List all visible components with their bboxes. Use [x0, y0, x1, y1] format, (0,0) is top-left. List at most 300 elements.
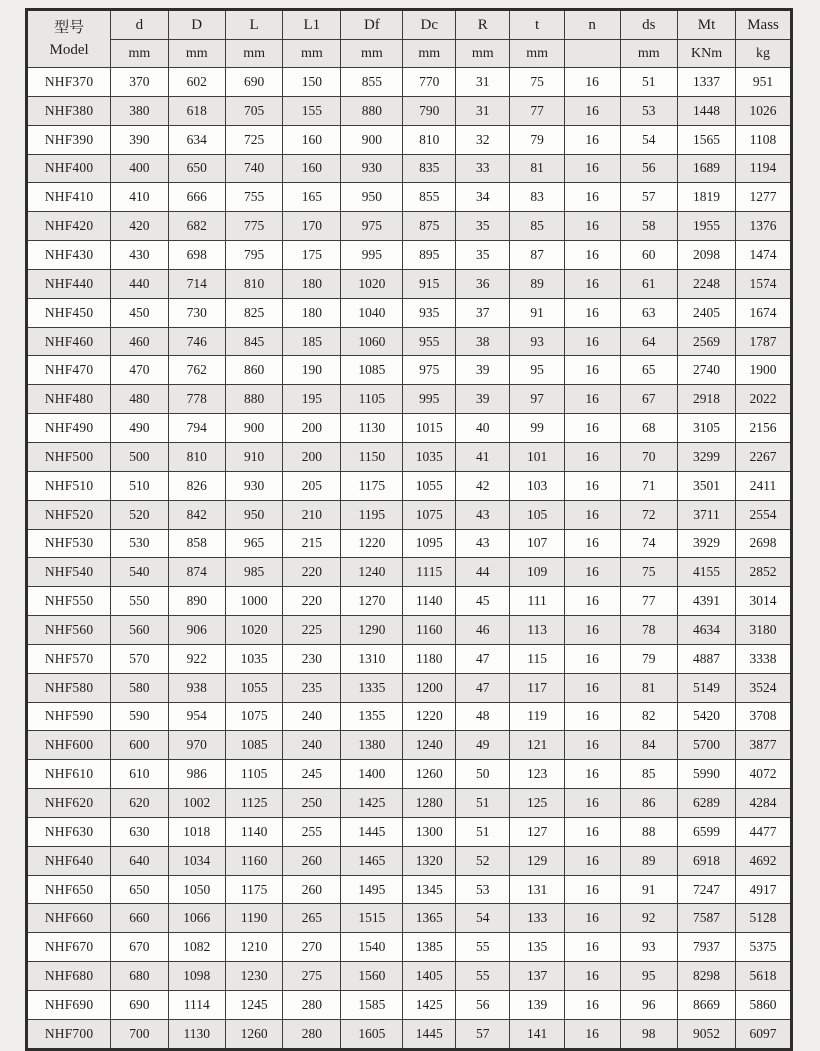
cell-d: 670	[111, 933, 168, 962]
cell-t: 95	[510, 356, 564, 385]
cell-Mt: 7247	[677, 875, 735, 904]
cell-d: 550	[111, 587, 168, 616]
cell-t: 75	[510, 68, 564, 97]
cell-D: 874	[168, 558, 225, 587]
cell-t: 117	[510, 673, 564, 702]
cell-t: 121	[510, 731, 564, 760]
cell-d: 430	[111, 241, 168, 270]
cell-n: 16	[564, 414, 620, 443]
cell-ds: 63	[620, 298, 677, 327]
cell-ds: 82	[620, 702, 677, 731]
cell-Dc: 790	[403, 96, 456, 125]
cell-d: 380	[111, 96, 168, 125]
cell-L: 1175	[225, 875, 282, 904]
cell-L: 690	[225, 68, 282, 97]
cell-Df: 1445	[341, 817, 403, 846]
cell-L1: 180	[283, 269, 341, 298]
cell-R: 57	[456, 1019, 510, 1049]
cell-Mass: 2554	[736, 500, 792, 529]
cell-D: 922	[168, 644, 225, 673]
table-row	[27, 875, 792, 904]
cell-Df: 1495	[341, 875, 403, 904]
cell-Dc: 1300	[403, 817, 456, 846]
cell-Mass: 1900	[736, 356, 792, 385]
cell-Mass: 3014	[736, 587, 792, 616]
cell-D: 730	[168, 298, 225, 327]
cell-ds: 68	[620, 414, 677, 443]
cell-d: 440	[111, 269, 168, 298]
cell-n: 16	[564, 356, 620, 385]
cell-t: 135	[510, 933, 564, 962]
cell-Mt: 2248	[677, 269, 735, 298]
cell-L: 775	[225, 212, 282, 241]
table-row	[27, 241, 792, 270]
cell-D: 970	[168, 731, 225, 760]
cell-d: 480	[111, 385, 168, 414]
cell-D: 1114	[168, 991, 225, 1020]
table-row	[27, 154, 792, 183]
cell-Df: 995	[341, 241, 403, 270]
cell-model: NHF640	[27, 846, 111, 875]
cell-L1: 260	[283, 846, 341, 875]
cell-model: NHF370	[27, 68, 111, 97]
cell-model: NHF380	[27, 96, 111, 125]
cell-t: 113	[510, 616, 564, 645]
cell-n: 16	[564, 933, 620, 962]
cell-Mass: 4692	[736, 846, 792, 875]
cell-Dc: 1425	[403, 991, 456, 1020]
cell-t: 123	[510, 760, 564, 789]
cell-model: NHF700	[27, 1019, 111, 1049]
cell-Dc: 1015	[403, 414, 456, 443]
cell-D: 810	[168, 442, 225, 471]
cell-model: NHF570	[27, 644, 111, 673]
cell-Mass: 1674	[736, 298, 792, 327]
cell-R: 43	[456, 529, 510, 558]
cell-R: 35	[456, 241, 510, 270]
cell-Mt: 7587	[677, 904, 735, 933]
cell-D: 714	[168, 269, 225, 298]
table-row	[27, 68, 792, 97]
cell-ds: 70	[620, 442, 677, 471]
cell-Mt: 1955	[677, 212, 735, 241]
cell-Df: 1335	[341, 673, 403, 702]
cell-n: 16	[564, 644, 620, 673]
cell-R: 56	[456, 991, 510, 1020]
cell-L: 725	[225, 125, 282, 154]
cell-L1: 225	[283, 616, 341, 645]
cell-D: 858	[168, 529, 225, 558]
model-label-zh: 型号	[54, 19, 85, 36]
cell-d: 500	[111, 442, 168, 471]
cell-R: 55	[456, 962, 510, 991]
cell-D: 794	[168, 414, 225, 443]
cell-L: 1085	[225, 731, 282, 760]
cell-Dc: 995	[403, 385, 456, 414]
cell-Mass: 2698	[736, 529, 792, 558]
table-row	[27, 558, 792, 587]
cell-L: 825	[225, 298, 282, 327]
cell-t: 89	[510, 269, 564, 298]
cell-d: 680	[111, 962, 168, 991]
cell-R: 50	[456, 760, 510, 789]
cell-Dc: 1220	[403, 702, 456, 731]
cell-Mt: 8298	[677, 962, 735, 991]
cell-n: 16	[564, 558, 620, 587]
cell-ds: 88	[620, 817, 677, 846]
cell-Mt: 1565	[677, 125, 735, 154]
cell-Mt: 4887	[677, 644, 735, 673]
cell-n: 16	[564, 500, 620, 529]
cell-Df: 855	[341, 68, 403, 97]
table-row	[27, 644, 792, 673]
cell-ds: 77	[620, 587, 677, 616]
cell-Mass: 3180	[736, 616, 792, 645]
cell-ds: 95	[620, 962, 677, 991]
column-header-Mass: Mass	[736, 10, 792, 40]
header-unit-row	[27, 40, 792, 68]
cell-Mass: 2022	[736, 385, 792, 414]
cell-n: 16	[564, 442, 620, 471]
cell-L: 860	[225, 356, 282, 385]
cell-Mass: 5618	[736, 962, 792, 991]
cell-L1: 220	[283, 587, 341, 616]
table-row	[27, 183, 792, 212]
cell-ds: 57	[620, 183, 677, 212]
cell-model: NHF650	[27, 875, 111, 904]
column-unit-n	[564, 40, 620, 68]
cell-L: 1055	[225, 673, 282, 702]
cell-ds: 53	[620, 96, 677, 125]
table-row	[27, 442, 792, 471]
table-row	[27, 1019, 792, 1049]
cell-L: 1230	[225, 962, 282, 991]
cell-L1: 170	[283, 212, 341, 241]
cell-R: 32	[456, 125, 510, 154]
cell-d: 530	[111, 529, 168, 558]
cell-ds: 67	[620, 385, 677, 414]
cell-t: 107	[510, 529, 564, 558]
cell-Df: 1085	[341, 356, 403, 385]
cell-Mt: 4155	[677, 558, 735, 587]
cell-d: 600	[111, 731, 168, 760]
cell-Df: 1465	[341, 846, 403, 875]
cell-Dc: 1365	[403, 904, 456, 933]
table-row	[27, 298, 792, 327]
cell-Mass: 5375	[736, 933, 792, 962]
cell-Mt: 8669	[677, 991, 735, 1020]
cell-model: NHF390	[27, 125, 111, 154]
cell-L: 965	[225, 529, 282, 558]
cell-Mt: 2740	[677, 356, 735, 385]
cell-model: NHF550	[27, 587, 111, 616]
cell-ds: 74	[620, 529, 677, 558]
cell-D: 762	[168, 356, 225, 385]
cell-n: 16	[564, 68, 620, 97]
cell-L1: 265	[283, 904, 341, 933]
cell-Dc: 955	[403, 327, 456, 356]
cell-Dc: 1320	[403, 846, 456, 875]
cell-Mass: 5128	[736, 904, 792, 933]
cell-Mt: 2098	[677, 241, 735, 270]
cell-Mass: 1376	[736, 212, 792, 241]
cell-Mass: 4284	[736, 789, 792, 818]
cell-Mt: 9052	[677, 1019, 735, 1049]
cell-d: 410	[111, 183, 168, 212]
cell-n: 16	[564, 327, 620, 356]
cell-Mass: 4477	[736, 817, 792, 846]
cell-ds: 60	[620, 241, 677, 270]
cell-n: 16	[564, 96, 620, 125]
cell-ds: 98	[620, 1019, 677, 1049]
cell-Mt: 2569	[677, 327, 735, 356]
cell-d: 620	[111, 789, 168, 818]
table-row	[27, 125, 792, 154]
cell-Df: 950	[341, 183, 403, 212]
cell-Df: 1425	[341, 789, 403, 818]
cell-R: 39	[456, 356, 510, 385]
column-header-L: L	[225, 10, 282, 40]
cell-t: 77	[510, 96, 564, 125]
table-row	[27, 471, 792, 500]
cell-D: 650	[168, 154, 225, 183]
cell-model: NHF470	[27, 356, 111, 385]
cell-Mass: 4917	[736, 875, 792, 904]
table-row	[27, 817, 792, 846]
cell-R: 54	[456, 904, 510, 933]
cell-model: NHF580	[27, 673, 111, 702]
table-row	[27, 327, 792, 356]
cell-Mt: 2918	[677, 385, 735, 414]
header-name-row	[27, 10, 792, 40]
table-row	[27, 529, 792, 558]
table-row	[27, 933, 792, 962]
cell-model: NHF460	[27, 327, 111, 356]
cell-Mt: 4391	[677, 587, 735, 616]
cell-Dc: 895	[403, 241, 456, 270]
column-header-Df: Df	[341, 10, 403, 40]
cell-L1: 235	[283, 673, 341, 702]
cell-D: 1082	[168, 933, 225, 962]
cell-ds: 51	[620, 68, 677, 97]
cell-L1: 155	[283, 96, 341, 125]
column-header-ds: ds	[620, 10, 677, 40]
cell-L: 910	[225, 442, 282, 471]
cell-L1: 175	[283, 241, 341, 270]
cell-R: 41	[456, 442, 510, 471]
cell-Mass: 1194	[736, 154, 792, 183]
cell-L: 1125	[225, 789, 282, 818]
cell-n: 16	[564, 817, 620, 846]
cell-ds: 75	[620, 558, 677, 587]
column-header-R: R	[456, 10, 510, 40]
cell-t: 105	[510, 500, 564, 529]
cell-Df: 975	[341, 212, 403, 241]
cell-Dc: 1160	[403, 616, 456, 645]
coupling-spec-table	[25, 8, 793, 1051]
cell-L: 1140	[225, 817, 282, 846]
cell-n: 16	[564, 1019, 620, 1049]
cell-R: 48	[456, 702, 510, 731]
cell-L1: 255	[283, 817, 341, 846]
table-header	[27, 10, 792, 68]
cell-Df: 1060	[341, 327, 403, 356]
cell-t: 91	[510, 298, 564, 327]
cell-t: 81	[510, 154, 564, 183]
cell-D: 698	[168, 241, 225, 270]
cell-d: 510	[111, 471, 168, 500]
cell-model: NHF480	[27, 385, 111, 414]
table-row	[27, 702, 792, 731]
cell-n: 16	[564, 385, 620, 414]
cell-Df: 1355	[341, 702, 403, 731]
cell-t: 139	[510, 991, 564, 1020]
cell-Mass: 2852	[736, 558, 792, 587]
cell-ds: 96	[620, 991, 677, 1020]
cell-L1: 160	[283, 125, 341, 154]
cell-d: 630	[111, 817, 168, 846]
cell-t: 101	[510, 442, 564, 471]
cell-Dc: 875	[403, 212, 456, 241]
cell-L: 930	[225, 471, 282, 500]
table-row	[27, 904, 792, 933]
cell-L1: 230	[283, 644, 341, 673]
cell-n: 16	[564, 702, 620, 731]
cell-d: 590	[111, 702, 168, 731]
cell-Dc: 1345	[403, 875, 456, 904]
cell-L1: 280	[283, 991, 341, 1020]
cell-Mass: 5860	[736, 991, 792, 1020]
cell-Mt: 5700	[677, 731, 735, 760]
cell-R: 35	[456, 212, 510, 241]
model-column-header	[27, 10, 111, 68]
cell-Mt: 5990	[677, 760, 735, 789]
cell-Dc: 1260	[403, 760, 456, 789]
cell-L1: 215	[283, 529, 341, 558]
cell-Mt: 1337	[677, 68, 735, 97]
cell-Dc: 1200	[403, 673, 456, 702]
table-row	[27, 760, 792, 789]
cell-R: 36	[456, 269, 510, 298]
cell-t: 129	[510, 846, 564, 875]
cell-L: 1020	[225, 616, 282, 645]
cell-Dc: 1115	[403, 558, 456, 587]
cell-ds: 61	[620, 269, 677, 298]
table-row	[27, 673, 792, 702]
cell-L: 705	[225, 96, 282, 125]
cell-n: 16	[564, 789, 620, 818]
cell-n: 16	[564, 616, 620, 645]
cell-Df: 1515	[341, 904, 403, 933]
cell-L: 1245	[225, 991, 282, 1020]
cell-ds: 56	[620, 154, 677, 183]
cell-Df: 1560	[341, 962, 403, 991]
cell-t: 133	[510, 904, 564, 933]
cell-Mass: 4072	[736, 760, 792, 789]
cell-L1: 150	[283, 68, 341, 97]
cell-ds: 54	[620, 125, 677, 154]
cell-D: 906	[168, 616, 225, 645]
cell-d: 450	[111, 298, 168, 327]
cell-R: 49	[456, 731, 510, 760]
cell-D: 938	[168, 673, 225, 702]
cell-ds: 64	[620, 327, 677, 356]
cell-Dc: 915	[403, 269, 456, 298]
cell-Mt: 1819	[677, 183, 735, 212]
cell-d: 520	[111, 500, 168, 529]
cell-d: 470	[111, 356, 168, 385]
cell-ds: 91	[620, 875, 677, 904]
cell-L1: 180	[283, 298, 341, 327]
cell-n: 16	[564, 183, 620, 212]
cell-D: 1050	[168, 875, 225, 904]
cell-model: NHF630	[27, 817, 111, 846]
cell-Mass: 1787	[736, 327, 792, 356]
cell-Df: 1540	[341, 933, 403, 962]
cell-n: 16	[564, 731, 620, 760]
cell-ds: 71	[620, 471, 677, 500]
cell-L1: 160	[283, 154, 341, 183]
cell-D: 634	[168, 125, 225, 154]
cell-t: 111	[510, 587, 564, 616]
cell-Dc: 835	[403, 154, 456, 183]
cell-R: 51	[456, 817, 510, 846]
cell-L1: 280	[283, 1019, 341, 1049]
cell-L1: 205	[283, 471, 341, 500]
column-unit-D: mm	[168, 40, 225, 68]
cell-Dc: 1385	[403, 933, 456, 962]
cell-t: 99	[510, 414, 564, 443]
cell-t: 83	[510, 183, 564, 212]
cell-Mt: 5420	[677, 702, 735, 731]
cell-Df: 1380	[341, 731, 403, 760]
cell-Dc: 1180	[403, 644, 456, 673]
cell-L: 755	[225, 183, 282, 212]
cell-L1: 200	[283, 442, 341, 471]
cell-L1: 240	[283, 702, 341, 731]
cell-L1: 275	[283, 962, 341, 991]
cell-D: 842	[168, 500, 225, 529]
cell-Dc: 1280	[403, 789, 456, 818]
cell-L: 845	[225, 327, 282, 356]
cell-L1: 210	[283, 500, 341, 529]
cell-D: 1066	[168, 904, 225, 933]
cell-D: 666	[168, 183, 225, 212]
cell-Mt: 1448	[677, 96, 735, 125]
cell-D: 618	[168, 96, 225, 125]
cell-Dc: 1445	[403, 1019, 456, 1049]
column-unit-L: mm	[225, 40, 282, 68]
cell-R: 38	[456, 327, 510, 356]
cell-L: 900	[225, 414, 282, 443]
cell-ds: 85	[620, 760, 677, 789]
cell-d: 390	[111, 125, 168, 154]
cell-model: NHF560	[27, 616, 111, 645]
cell-model: NHF430	[27, 241, 111, 270]
cell-D: 954	[168, 702, 225, 731]
cell-model: NHF420	[27, 212, 111, 241]
cell-d: 400	[111, 154, 168, 183]
cell-L1: 185	[283, 327, 341, 356]
cell-d: 660	[111, 904, 168, 933]
cell-Mass: 1474	[736, 241, 792, 270]
cell-D: 778	[168, 385, 225, 414]
cell-n: 16	[564, 125, 620, 154]
cell-Dc: 975	[403, 356, 456, 385]
cell-Mass: 1574	[736, 269, 792, 298]
cell-Dc: 1095	[403, 529, 456, 558]
cell-ds: 78	[620, 616, 677, 645]
